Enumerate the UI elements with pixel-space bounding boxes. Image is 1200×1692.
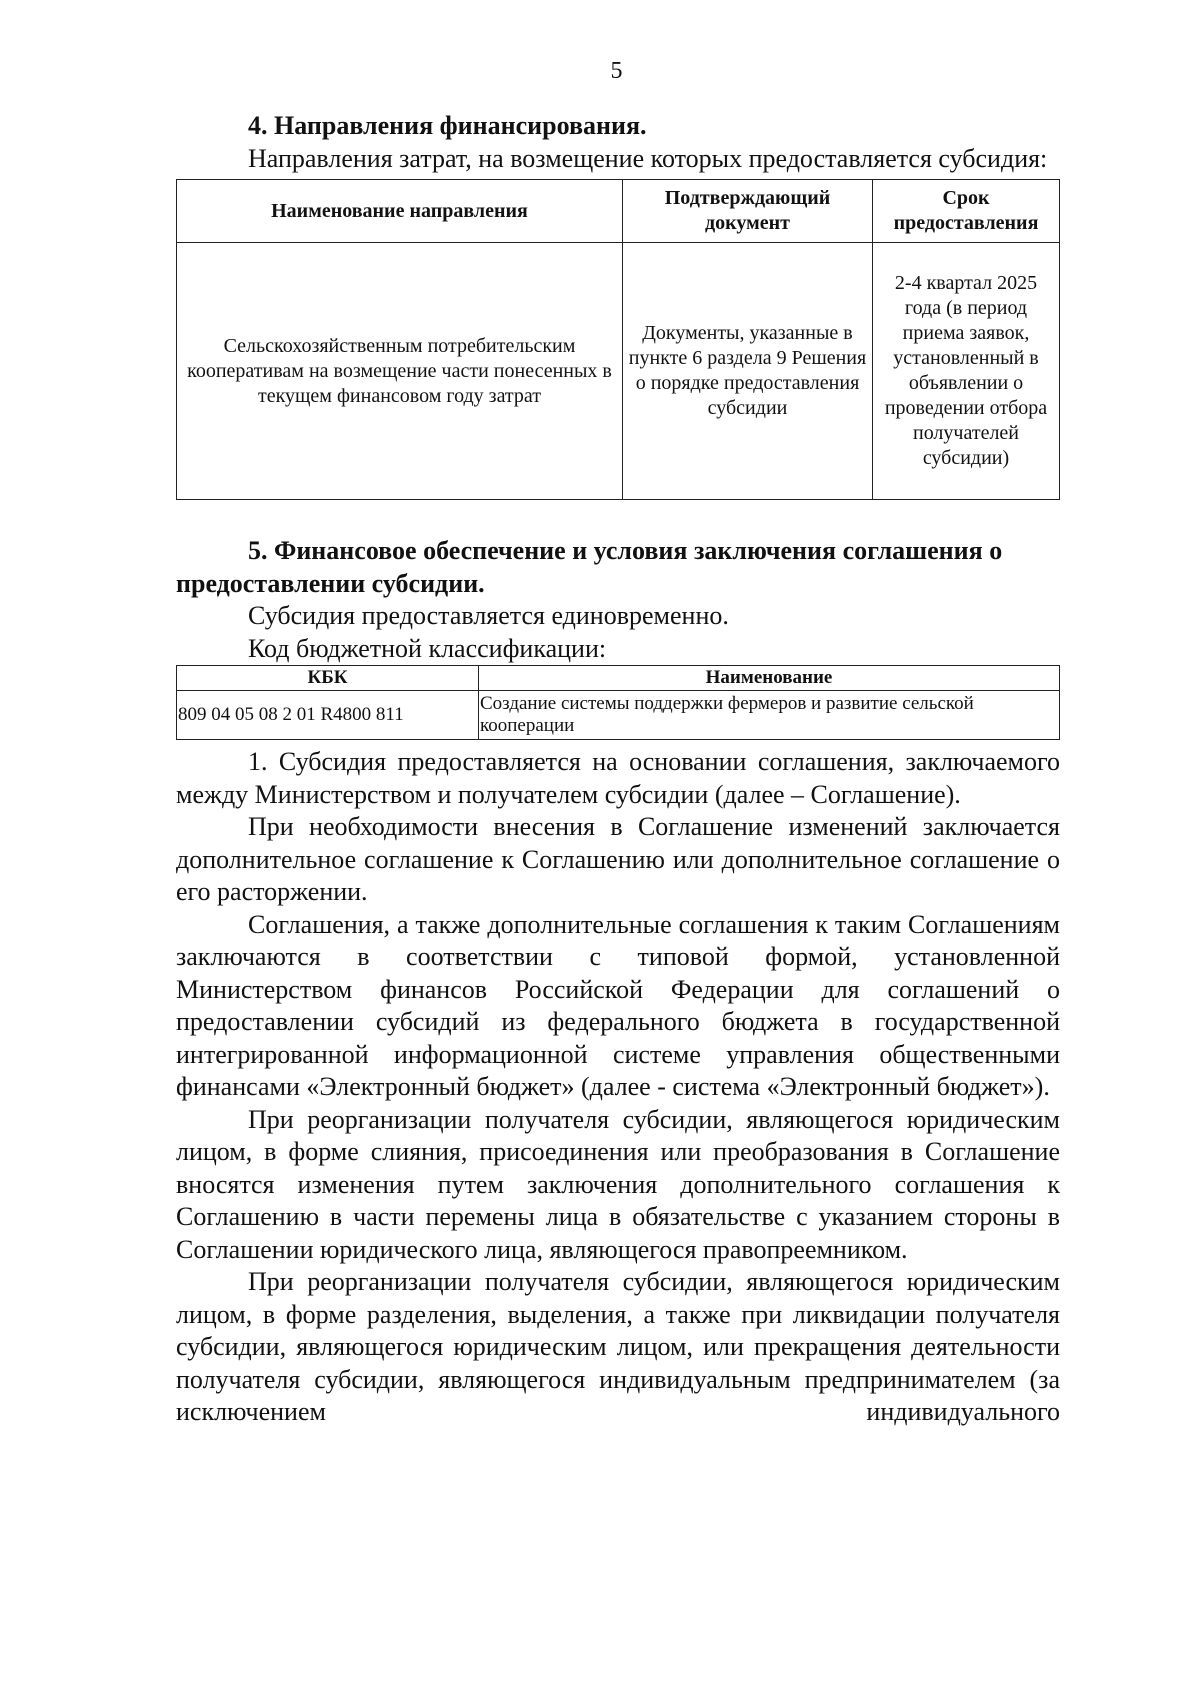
header-confirming-document: Подтверждающий документ (623, 180, 873, 243)
page-content (176, 110, 1060, 1429)
section-5-line-one-time: Субсидия предоставляется единовременно. (248, 601, 729, 630)
table-header-row (177, 180, 1060, 243)
cell-kbk-code: 809 04 05 08 2 01 R4800 811 (177, 691, 479, 740)
header-term: Срок предоставления (873, 180, 1060, 243)
page-number: 5 (610, 58, 623, 84)
header-direction-name: Наименование направления (177, 180, 623, 243)
cell-term: 2-4 квартал 2025 года (в период приема заявок, установленный в объявлении о проведении отбора получателей субсидии) (873, 243, 1060, 500)
paragraph-standard-form: Соглашения, а также дополнительные соглашения к таким Соглашениям заключаются в соответствии с типовой формой, установленной Министерством финансов Российской Федерации для соглашений о предоставлении субсидий из федерального бюджета в государственной интегрированной информационной системе управления общественными финансами «Электронный бюджет» (далее - система «Электронный бюджет»). (176, 909, 1060, 1101)
section-5-heading: 5. Финансовое обеспечение и условия заключения соглашения о предоставлении субсидии. (176, 536, 1003, 598)
cell-direction-name: Сельскохозяйственным потребительским кооперативам на возмещение части понесенных в текущем финансовом году затрат (177, 243, 623, 500)
budget-classification-table (176, 665, 1060, 740)
table-row (177, 691, 1060, 740)
table-row (177, 243, 1060, 500)
header-kbk: КБК (177, 666, 479, 691)
table-header-row (177, 666, 1060, 691)
paragraph-reorganization-division: При реорганизации получателя субсидии, являющегося юридическим лицом, в форме разделения, выделения, а также при ликвидации получателя субсидии, являющегося юридическим лицом, или прекращения деятельности получателя субсидии, являющегося индивидуальным предпринимателем (за исключением индивидуального (176, 1267, 1060, 1426)
section-4-heading: 4. Направления финансирования. (248, 111, 647, 140)
paragraph-amendments: При необходимости внесения в Соглашение изменений заключается дополнительное соглашение к Соглашению или дополнительное соглашение о его расторжении. (176, 812, 1060, 906)
cell-confirming-document: Документы, указанные в пункте 6 раздела 9 Решения о порядке предоставления субсидии (623, 243, 873, 500)
paragraph-reorganization-merger: При реорганизации получателя субсидии, являющегося юридическим лицом, в форме слияния, присоединения или преобразования в Соглашение вносятся изменения путем заключения дополнительного соглашения к Соглашению в части перемены лица в обязательстве с указанием стороны в Соглашении юридического лица, являющегося правопреемником. (176, 1104, 1060, 1264)
header-name: Наименование (479, 666, 1060, 691)
paragraph-agreement-basis: 1. Субсидия предоставляется на основании соглашения, заключаемого между Министерством и получателем субсидии (далее – Соглашение). (176, 747, 1060, 809)
section-5-line-kbk: Код бюджетной классификации: (248, 633, 607, 663)
financing-directions-table (176, 179, 1060, 500)
cell-kbk-name: Создание системы поддержки фермеров и развитие сельской кооперации (479, 691, 1060, 740)
section-4-intro: Направления затрат, на возмещение которых предоставляется субсидия: (248, 143, 1048, 173)
section-5 (176, 535, 1060, 1429)
